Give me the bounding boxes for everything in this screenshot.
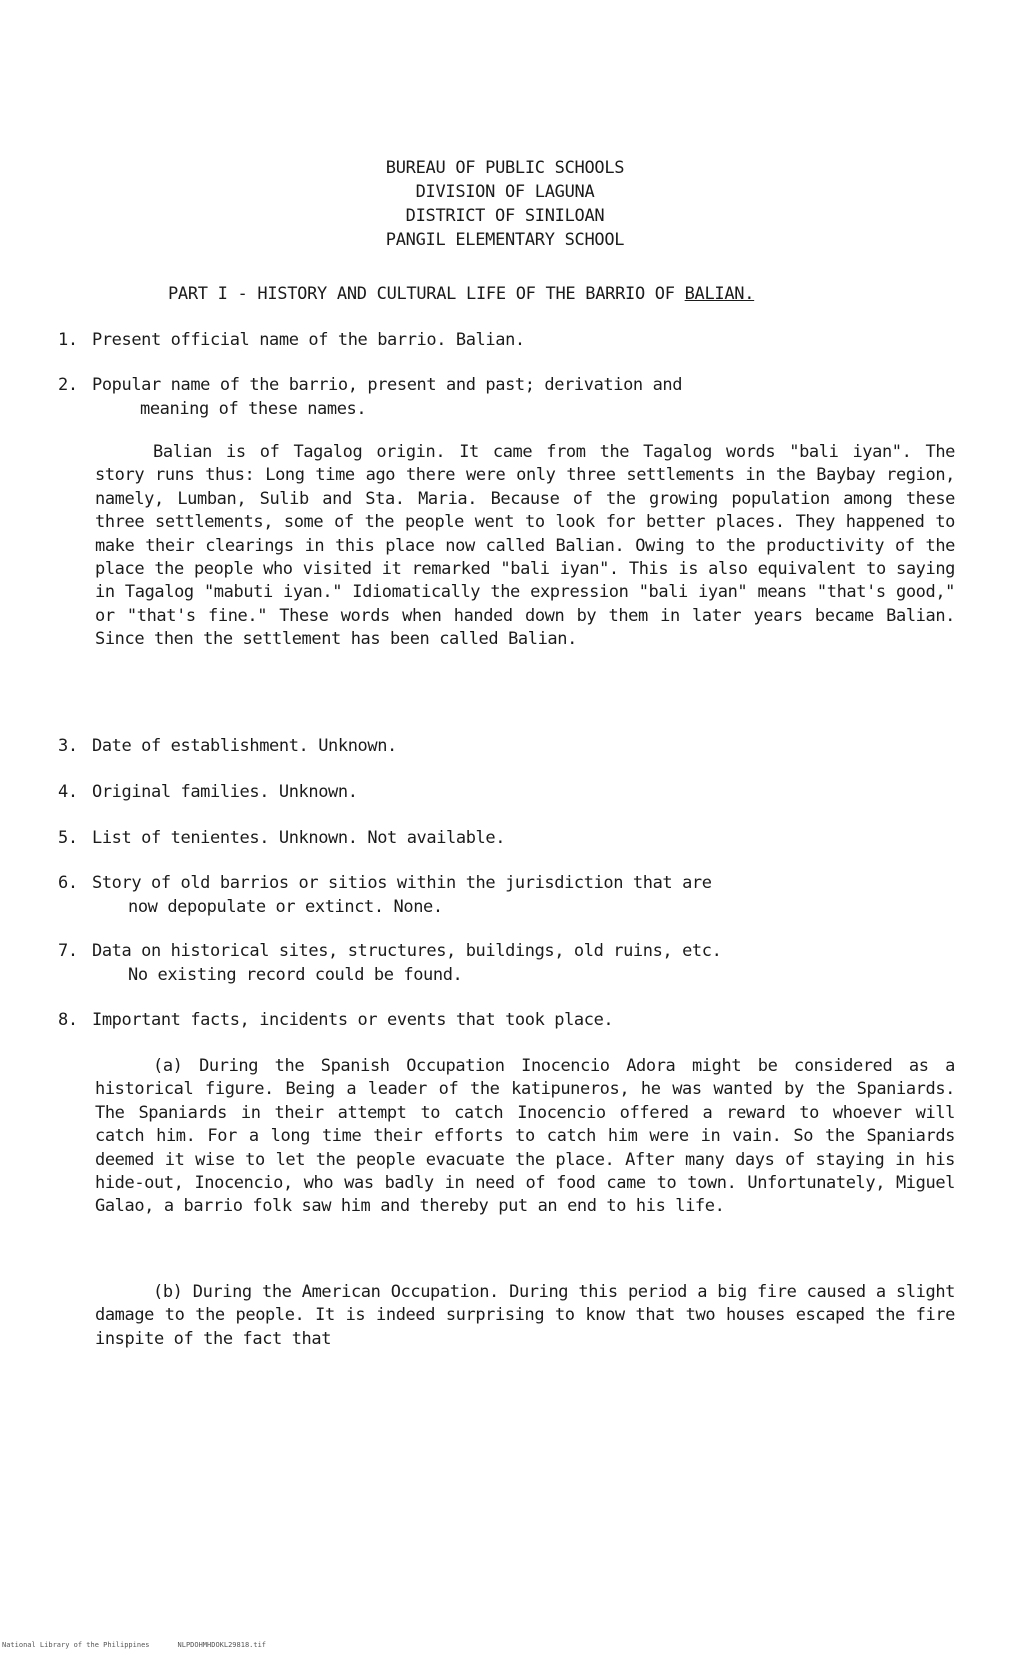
item-text: Original families. Unknown.	[92, 782, 358, 802]
item-text-continued: now depopulate or extinct. None.	[128, 896, 443, 917]
item-number: 1.	[58, 330, 78, 350]
item-text: Story of old barrios or sitios within the jurisdiction that are	[92, 873, 712, 893]
item-text: Data on historical sites, structures, buildings, old ruins, etc.	[92, 941, 722, 961]
barrio-name: BALIAN.	[684, 284, 755, 304]
item-number: 2.	[58, 375, 78, 395]
header-bureau: BUREAU OF PUBLIC SCHOOLS	[385, 158, 625, 178]
item-text-continued: meaning of these names.	[140, 398, 367, 419]
item-number: 3.	[58, 736, 78, 756]
paragraph-text: (b) During the American Occupation. During this period a big fire caused a slight damage to the people. It is indeed surprising to know that two houses escaped the fire inspite of the fact that	[95, 1282, 955, 1349]
item-number: 5.	[58, 828, 78, 848]
paragraph-text: (a) During the Spanish Occupation Inocencio Adora might be considered as a historical figure. Being a leader of the katipuneros, he was wanted by the Spaniards. The Spaniards in their attempt to catch Inocencio offered a reward to whoever will catch him. For a long time their efforts to catch him were in vain. So the Spaniards deemed it wise to let the people evacuate the place. After many days of staying in his hide-out, Inocencio, who was badly in need of food came to town. Unfortunately, Miguel Galao, a barrio folk saw him and thereby put an end to his life.	[95, 1056, 955, 1217]
item-text: Important facts, incidents or events that took place.	[92, 1010, 614, 1030]
paragraph-text: Balian is of Tagalog origin. It came from the Tagalog words "bali iyan". The story runs thus: Long time ago there were only three settlements in the Baybay region, namely, Lumban, Sulib and Sta. Maria. Because of the growing population among these three settlements, some of the people went to look for better places. They happened to make their clearings in this place now called Balian. Owing to the productivity of the place the people who visited it remarked "bali iyan". This is also equivalent to saying in Tagalog "mabuti iyan." Idiomatically the expression "bali iyan" means "that's good," or "that's fine." These words when handed down by them in later years became Balian. Since then the settlement has been called Balian.	[95, 442, 955, 650]
header-school: PANGIL ELEMENTARY SCHOOL	[385, 230, 625, 250]
paragraph-spanish-occupation	[95, 1055, 955, 1219]
item-text: Present official name of the barrio. Balian.	[92, 330, 525, 350]
paragraph-balian-origin	[95, 441, 955, 652]
item-text: Date of establishment. Unknown.	[92, 736, 397, 756]
item-text: Popular name of the barrio, present and past; derivation and	[92, 375, 683, 395]
item-text: List of tenientes. Unknown. Not available.	[92, 828, 506, 848]
item-3	[58, 735, 938, 759]
item-text-continued: No existing record could be found.	[128, 964, 463, 985]
item-8	[58, 1009, 938, 1033]
part-title	[168, 284, 754, 304]
item-4	[58, 781, 938, 805]
item-number: 8.	[58, 1010, 78, 1030]
part-title-text: PART I - HISTORY AND CULTURAL LIFE OF THE BARRIO OF	[168, 284, 685, 304]
item-number: 7.	[58, 941, 78, 961]
item-5	[58, 827, 938, 851]
paragraph-american-occupation	[95, 1281, 955, 1351]
item-1	[58, 329, 938, 353]
item-6	[58, 872, 938, 919]
item-number: 4.	[58, 782, 78, 802]
header-district: DISTRICT OF SINILOAN	[405, 206, 605, 226]
header-division: DIVISION OF LAGUNA	[415, 182, 595, 202]
scan-footer	[2, 1641, 294, 1649]
document-header	[0, 156, 1010, 252]
item-2	[58, 374, 938, 421]
footer-filename: NLPDOHMHDOKL29818.tif	[177, 1641, 267, 1649]
item-7	[58, 940, 938, 987]
footer-library: National Library of the Philippines	[2, 1641, 150, 1649]
item-number: 6.	[58, 873, 78, 893]
